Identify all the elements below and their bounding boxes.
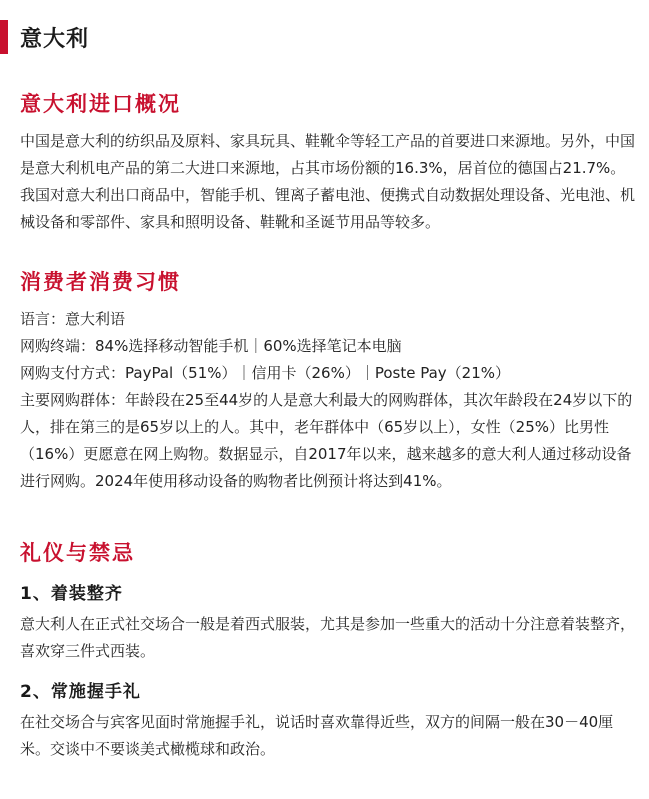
etiquette-item-title: 2、常施握手礼 (20, 682, 141, 702)
section-title-import-overview: 意大利进口概况 (20, 92, 181, 116)
section-etiquette (20, 539, 635, 763)
consumer-language: 语言：意大利语 (20, 310, 126, 328)
section-consumer-habits (20, 268, 635, 495)
etiquette-item-text: 意大利人在正式社交场合一般是着西式服装，尤其是参加一些重大的活动十分注意着装整齐，喜欢穿三件式西装。 (20, 615, 636, 660)
consumer-terminal: 网购终端：84%选择移动智能手机｜60%选择笔记本电脑 (20, 337, 402, 355)
section-title-consumer-habits: 消费者消费习惯 (20, 270, 181, 294)
section-title-etiquette: 礼仪与禁忌 (20, 541, 135, 565)
consumer-payment: 网购支付方式：PayPal（51%）｜信用卡（26%）｜Poste Pay（21%） (20, 364, 511, 382)
etiquette-item (20, 581, 635, 665)
etiquette-item (20, 679, 635, 763)
page-header (0, 20, 89, 54)
section-import-overview (20, 90, 635, 236)
etiquette-item-text: 在社交场合与宾客见面时常施握手礼，说话时喜欢靠得近些，双方的间隔一般在30－40厘米。交谈中不要谈美式橄榄球和政治。 (20, 713, 614, 758)
etiquette-item-title: 1、着装整齐 (20, 584, 123, 604)
consumer-groups-text: 主要网购群体：年龄段在25至44岁的人是意大利最大的网购群体，其次年龄段在24岁以下的人，排在第三的是65岁以上的人。其中，老年群体中（65岁以上），女性（25%）比男性（16%）更愿意在网上购物。数据显示，自2017年以来，越来越多的意大利人通过移动设备进行网购。2024年使用移动设备的购物者比例预计将达到41%。 (20, 391, 633, 490)
header-accent-bar (0, 20, 8, 54)
page-title: 意大利 (20, 26, 90, 52)
import-overview-text: 中国是意大利的纺织品及原料、家具玩具、鞋靴伞等轻工产品的首要进口来源地。另外，中国是意大利机电产品的第二大进口来源地，占其市场份额的16.3%，居首位的德国占21.7%。我国对意大利出口商品中，智能手机、锂离子蓄电池、便携式自动数据处理设备、光电池、机械设备和零部件、家具和照明设备、鞋靴和圣诞节用品等较多。 (20, 132, 636, 231)
